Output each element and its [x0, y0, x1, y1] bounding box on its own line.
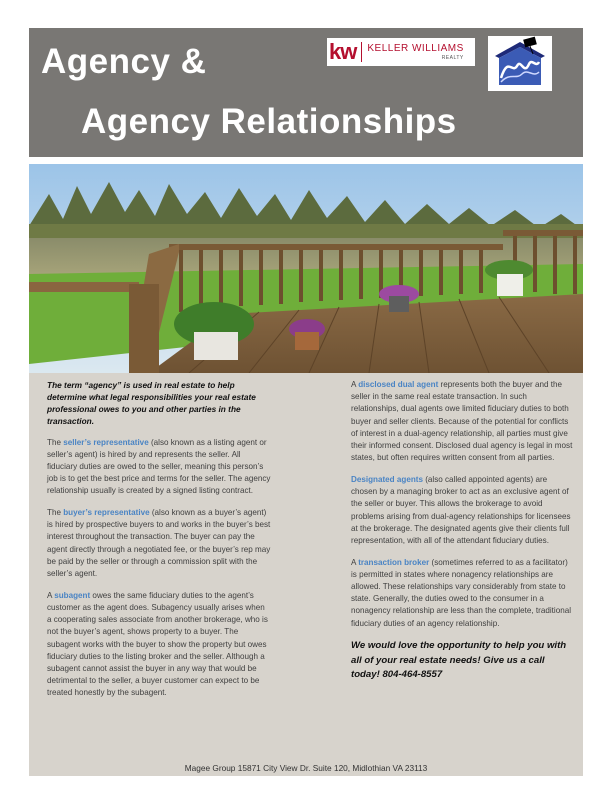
dual-agent-pre: A [351, 380, 359, 389]
kw-logo-text [367, 44, 463, 61]
house-logo-icon [488, 36, 552, 91]
buyer-rep-paragraph [47, 507, 271, 580]
content-panel [29, 373, 583, 776]
kw-logo-name: KELLER WILLIAMS [367, 42, 464, 54]
seller-rep-body: (also known as a listing agent or seller’s agent) is hired by and represents the seller. All fiduciary duties are owed to the seller, meaning this person’s job is to get the best price and terms for the seller. The agency relationship usually is created by a signed listing contract. [47, 437, 271, 496]
dual-agent-body: represents both the buyer and the seller in the same real estate transaction. In such relationships, dual agents owe limited fiduciary duties to both buyer and seller clients. Because of the potential for conflicts of interest in a dual-agency relationship, all parties must give their informed consent. Disclosed dual agency is legal in most states, but often requires written consent from all parties. [351, 380, 573, 463]
transaction-broker-paragraph [351, 557, 575, 630]
transaction-broker-term: transaction broker [358, 557, 430, 567]
deck-photo-illustration [29, 164, 583, 373]
transaction-broker-pre: A [351, 557, 359, 567]
designated-agents-body: (also called appointed agents) are chosen by a managing broker to act as an exclusive agent of the seller or buyer. This allows the brokerage to avoid problems arising from dual-agency relationships for licensees at the brokerage. The designated agents give their clients full representation, with all of the attendant fiduciary duties. [351, 474, 571, 545]
buyer-rep-body: (also known as a buyer’s agent) is hired by prospective buyers to and works in the buyer’s best interest throughout the transaction. The buyer can pay the agent directly through a negotiated fee, or the buyer’s rep may be paid by the seller or through a commission split with the seller’s agent. [47, 508, 271, 579]
designated-agents-paragraph [351, 474, 575, 547]
header-banner [29, 28, 583, 157]
subagent-term: subagent [54, 590, 91, 600]
kw-logo-sub: REALTY [441, 54, 464, 61]
magee-group-logo [488, 36, 552, 91]
dual-agent-paragraph [351, 379, 575, 464]
subagent-paragraph [47, 590, 271, 700]
buyer-rep-term: buyer’s representative [63, 508, 150, 518]
designated-agents-term: Designated agents [351, 474, 423, 484]
right-column [351, 379, 575, 691]
footer-address: Magee Group 15871 City View Dr. Suite 120, Midlothian VA 23113 [184, 763, 428, 773]
dual-agent-term: disclosed dual agent [358, 380, 439, 389]
kw-logo-divider [361, 42, 362, 62]
kw-logo-mark: kw [329, 39, 357, 64]
keller-williams-logo [327, 38, 475, 66]
page-title-line2: Agency Relationships [81, 102, 457, 141]
subagent-body: owes the same fiduciary duties to the agent’s customer as the agent does. Subagency usually arises when a cooperating sales associate from another brokerage, who is not the buyer’s agent, shows property to a buyer. The subagent works with the buyer to show the property but owes fiduciary duties to the listing broker and the seller. Although a subagent cannot assist the buyer in any way that would be detrimental to the seller, a buyer customer can expect to be treated honestly by the subagent. [47, 590, 268, 698]
seller-rep-paragraph [47, 437, 271, 498]
call-to-action: We would love the opportunity to help you with all of your real estate needs! Give us a call today! 804-464-8557 [351, 640, 567, 680]
left-column [47, 379, 271, 709]
transaction-broker-body: (sometimes referred to as a facilitator) is permitted in states where nonagency relationships are allowed. These relationships vary considerably from state to state. Generally, the duties owed to the consumer in a nonagency relationship are less than the complete, traditional fiduciary duties of an agency relationship. [351, 557, 572, 628]
seller-rep-term: seller’s representative [63, 437, 149, 447]
deck-lake-photo [29, 164, 583, 373]
intro-paragraph: The term “agency” is used in real estate to help determine what legal responsibilities your real estate professional owes to you and other parties in the transaction. [47, 380, 256, 426]
seller-rep-pre: The [47, 437, 64, 447]
page-title-line1: Agency & [41, 42, 207, 81]
buyer-rep-pre: The [47, 508, 64, 518]
subagent-pre: A [47, 590, 55, 600]
